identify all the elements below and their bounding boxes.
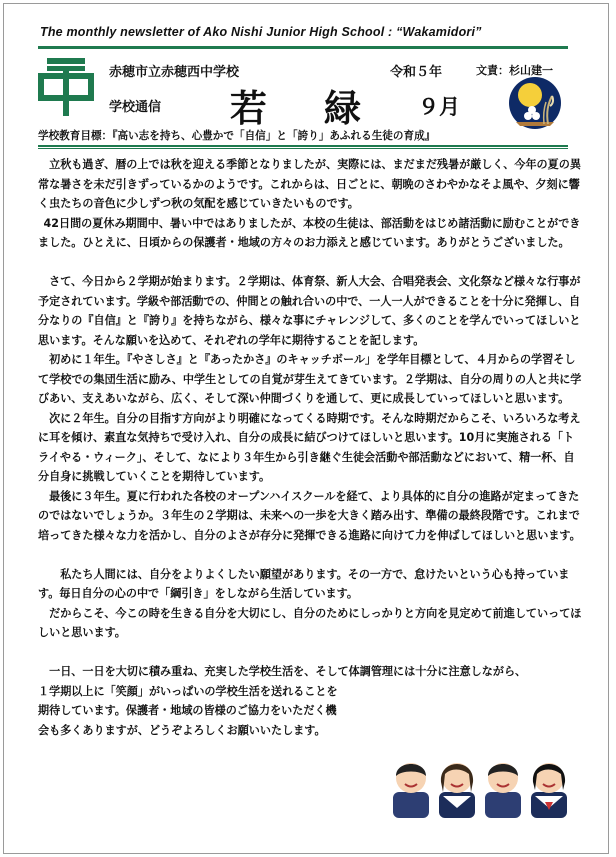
student-girl-1 xyxy=(439,763,475,818)
header-top-rule xyxy=(38,46,568,49)
newsletter-subtitle: 学校通信 xyxy=(109,100,162,115)
issue-era: 令和５年 xyxy=(390,65,443,80)
paragraph-gap xyxy=(38,253,584,273)
paragraph-gap xyxy=(38,643,584,663)
school-logo xyxy=(38,56,94,118)
students-illustration xyxy=(385,752,575,818)
header-bottom-rule-thin xyxy=(38,148,568,149)
paragraph-closing-line-4: 会も多くありますが、どうぞよろしくお願いいたします。 xyxy=(38,723,326,737)
paragraph-second-years: 次に２年生。自分の目指す方向がより明確になってくる時期です。そんな時期だからこそ、いろいろな考えに耳を傾け、素直な気持ちで受け入れ、自分の成長に結びつけてほしいと思います。10月に実施される「トライやる・ウィーク」、そして、なにより３年生から引き継ぐ生徒会活動や部活動などにおいて、精一杯、自分自身に挑戦していくことを期待しています。 xyxy=(38,411,581,483)
student-girl-2 xyxy=(531,763,567,818)
paragraph-move-forward: だからこそ、今この時を生きる自分を大切にし、自分のためにしっかりと方向を見定めて前進していってほしいと思います。 xyxy=(38,606,582,639)
paragraph-second-term: さて、今日から２学期が始まります。２学期は、体育祭、新人大会、合唱発表会、文化祭など様々な行事が予定されています。学級や部活動での、仲間との触れ合いの中で、一人一人ができることを十分に発揮し、自分なりの『自信』と『誇り』を持ちながら、様々な事にチャレンジして、多くのことを学んでいってほしいと思います。そんな願いを込めて、それぞれの学年に期待することを記します。 xyxy=(38,275,581,347)
paragraph-first-years: 初めに１年生。『やさしさ』と『あったかさ』のキャッチボール」を学年目標として、４月からの学習そして学校での集団生活に励み、中学生としての自覚が芽生えてきています。２学期は、自分の周りの人と共に学びあい、支えあいながら、広く、そして深い仲間づくりを通して、更に成長していってほしいと思います。 xyxy=(38,353,582,405)
paragraph-closing-line-2: １学期以上に「笑顔」がいっぱいの学校生活を送れることを xyxy=(38,684,338,698)
paragraph-third-years: 最後に３年生。夏に行われた各校のオープンハイスクールを経て、より具体的に自分の進路が定まってきたのではないでしょうか。３年生の２学期は、未来への一歩を大きく踏み出す、準備の最終段階です。これまで培ってきた様々な力を活かし、自分のよさが存分に発揮できる進路に向けて力を伸ばしてほしいと思います。 xyxy=(38,489,581,542)
paragraph-closing-line-1: 一日、一日を大切に積み重ね、充実した学校生活を、そして体調管理には十分に注意しながら、 xyxy=(49,665,527,678)
paragraph-closing-line-3: 期待しています。保護者・地域の皆様のご協力をいただく機 xyxy=(38,704,337,717)
school-name: 赤穂市立赤穂西中学校 xyxy=(109,65,240,80)
student-boy-2 xyxy=(485,763,521,818)
newsletter-title: 若 緑 xyxy=(230,86,383,130)
moon-viewing-icon xyxy=(508,76,562,130)
issue-month: ９月 xyxy=(418,94,460,119)
header-bottom-rule xyxy=(38,145,568,147)
paragraph-autumn: 立秋も過ぎ、暦の上では秋を迎える季節となりましたが、実際には、まだまだ残暑が厳しく、今年の夏の異常な暑さを未だ引きずっているかのようです。これからは、日ごとに、朝晩のさわやかなそよ風や、夕刻に響く虫たちの音色に少しずつ秋の気配を感じていきたいものです。 xyxy=(38,158,581,210)
newsletter-tagline: The monthly newsletter of Ako Nishi Junior High School : “Wakamidori” xyxy=(40,25,482,39)
student-boy-1 xyxy=(393,763,429,818)
paragraph-gap xyxy=(38,545,584,565)
author-credit: 文責：杉山建一 xyxy=(476,64,553,77)
paragraph-summer-break: 42日間の夏休み期間中、暑い中ではありましたが、本校の生徒は、部活動をはじめ諸活動に励むことができました。ひとえに、日頃からの保護者・地域の方々のお力添えと感じています。ありがとうございました。 xyxy=(38,216,581,249)
school-education-goal: 学校教育目標：『高い志を持ち、心豊かで「自信」と「誇り」あふれる生徒の育成』 xyxy=(38,130,436,142)
newsletter-body xyxy=(38,155,584,740)
paragraph-desire: 私たち人間には、自分をよりよくしたい願望があります。その一方で、怠けたいという心も持っています。毎日自分の心の中で「綱引き」をしながら生活しています。 xyxy=(38,567,570,600)
